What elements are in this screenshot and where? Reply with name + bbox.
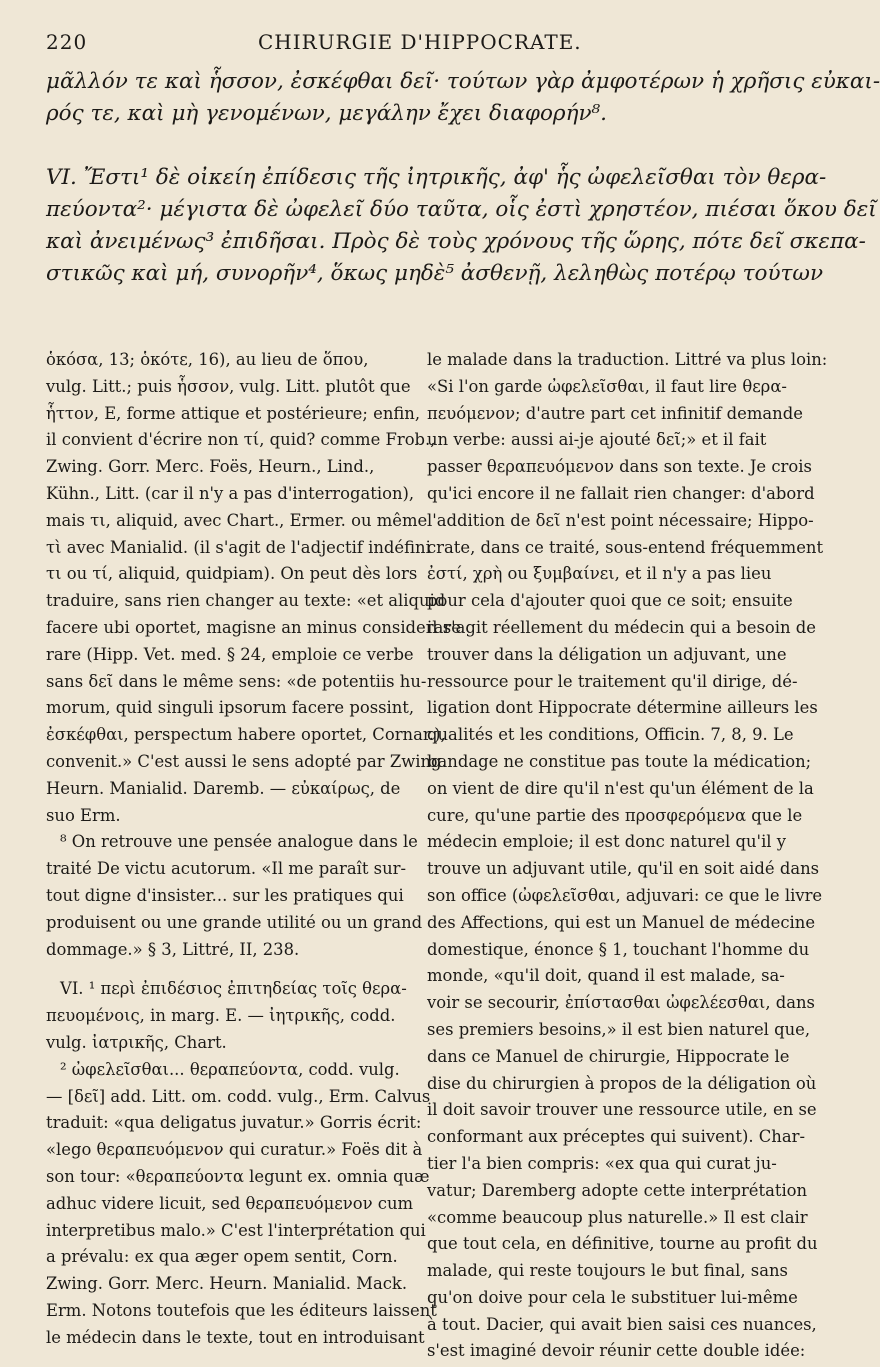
note-line: qualités et les conditions, Officin. 7, 8, 9. Le xyxy=(427,725,794,745)
note-line: malade, qui reste toujours le but final, sans xyxy=(427,1261,788,1281)
page-number: 220 xyxy=(46,30,88,54)
note-line: crate, dans ce traité, sous-entend fréquemment xyxy=(427,537,824,557)
note-line: traité De victu acutorum. «Il me paraît sur- xyxy=(46,859,406,879)
note-line: vatur; Daremberg adopte cette interprétation xyxy=(427,1180,808,1200)
note-line: morum, quid singuli ipsorum facere possint, xyxy=(46,698,415,718)
note-line: sans δεῖ dans le même sens: «de potentiis hu- xyxy=(46,671,427,691)
note-line: qu'on doive pour cela le substituer lui-même xyxy=(427,1287,798,1307)
main-line: ρός τε, καὶ μὴ γενομένων, μεγάλην ἔχει διαφορήν⁸. xyxy=(46,101,607,126)
note-line: tier l'a bien compris: «ex qua qui curat ju- xyxy=(427,1153,777,1173)
notes-left-column xyxy=(46,347,461,1351)
running-title: CHIRURGIE D'HIPPOCRATE. xyxy=(258,30,582,54)
note-line: il doit savoir trouver une ressource utile, en se xyxy=(427,1100,817,1120)
note-line: à tout. Dacier, qui avait bien saisi ces nuances, xyxy=(427,1314,817,1334)
note-line: qu'ici encore il ne fallait rien changer: d'abord xyxy=(427,483,815,503)
note-line: passer θεραπευόμενον dans son texte. Je crois xyxy=(427,457,812,477)
main-line: στικῶς καὶ μή, συνορῆν⁴, ὅκως μηδὲ⁵ ἀσθενῇ, λεληθὼς ποτέρῳ τούτων xyxy=(46,261,824,286)
note-line: tout digne d'insister... sur les pratiques qui xyxy=(46,885,404,905)
main-line: πεύοντα²· μέγιστα δὲ ὠφελεῖ δύο ταῦτα, οἷς ἐστὶ χρηστέον, πιέσαι ὅκου δεῖ xyxy=(46,197,877,222)
note-line: adhuc videre licuit, sed θεραπευόμενον cum xyxy=(46,1193,414,1213)
note-line: rare (Hipp. Vet. med. § 24, emploie ce verbe xyxy=(46,644,414,664)
note-line: il convient d'écrire non τί, quid? comme Frob., xyxy=(46,430,436,450)
note-line: ses premiers besoins,» il est bien naturel que, xyxy=(427,1019,811,1039)
note-line: «comme beaucoup plus naturelle.» Il est clair xyxy=(427,1207,808,1227)
footnote-8-line: ⁸ On retrouve une pensée analogue dans le xyxy=(60,832,418,852)
note-line: Zwing. Gorr. Merc. Foës, Heurn., Lind., xyxy=(46,457,375,477)
note-line: mais τι, aliquid, avec Chart., Ermer. ou même xyxy=(46,510,428,530)
note-line: produisent ou une grande utilité ou un grand xyxy=(46,912,423,932)
notes-right-column xyxy=(427,347,828,1365)
note-line: traduit: «qua deligatus juvatur.» Gorris écrit: xyxy=(46,1113,422,1133)
note-line: dans ce Manuel de chirurgie, Hippocrate le xyxy=(427,1046,790,1066)
note-gap xyxy=(46,963,396,976)
note-line: des Affections, qui est un Manuel de médecine xyxy=(427,912,816,932)
note-line: que tout cela, en définitive, tourne au profit du xyxy=(427,1234,818,1254)
note-line: monde, «qu'il doit, quand il est malade, sa- xyxy=(427,966,785,986)
note-line: τὶ avec Manialid. (il s'agit de l'adjectif indéfini xyxy=(46,537,431,557)
note-line: conformant aux préceptes qui suivent). Char- xyxy=(427,1127,806,1147)
note-line: un verbe: aussi ai-je ajouté δεῖ;» et il fait xyxy=(427,430,767,450)
page-header xyxy=(46,28,786,64)
note-line: trouve un adjuvant utile, qu'il en soit aidé dans xyxy=(427,859,820,879)
main-line: VI. Ἔστι¹ δὲ οἰκείη ἐπίδεσις τῆς ἰητρικῆς, ἀφ' ἧς ὠφελεῖσθαι τὸν θερα- xyxy=(46,165,827,190)
note-line: πευόμενον; d'autre part cet infinitif demande xyxy=(427,403,803,423)
note-line: ἐστί, χρὴ ou ξυμβαίνει, et il n'y a pas lieu xyxy=(427,564,772,584)
note-line: cure, qu'une partie des προσφερόμενα que le xyxy=(427,805,803,825)
note-line: — [δεῖ] add. Litt. om. codd. vulg., Erm. Calvus xyxy=(46,1086,431,1106)
note-line: πευομένοις, in marg. E. — ἰητρικῆς, codd. xyxy=(46,1006,396,1026)
note-line: Heurn. Manialid. Daremb. — εὐκαίρως, de xyxy=(46,778,401,798)
note-line: ὁκόσα, 13; ὁκότε, 16), au lieu de ὅπου, xyxy=(46,350,369,369)
note-line: médecin emploie; il est donc naturel qu'il y xyxy=(427,832,787,852)
note-line: facere ubi oportet, magisne an minus considerare xyxy=(46,617,461,637)
main-greek-text xyxy=(46,66,880,290)
note-line: Zwing. Gorr. Merc. Heurn. Manialid. Mack. xyxy=(46,1274,408,1294)
note-line: son tour: «θεραπεύοντα legunt ex. omnia quæ xyxy=(46,1166,430,1186)
note-line: a prévalu: ex qua æger opem sentit, Corn. xyxy=(46,1247,398,1267)
note-line: Kühn., Litt. (car il n'y a pas d'interrogation), xyxy=(46,483,415,503)
note-line: ligation dont Hippocrate détermine ailleurs les xyxy=(427,698,818,718)
note-line: dise du chirurgien à propos de la déligation où xyxy=(427,1073,817,1093)
note-line: «lego θεραπευόμενον qui curatur.» Foës dit à xyxy=(46,1140,423,1160)
note-line: suo Erm. xyxy=(46,805,121,825)
note-line: ressource pour le traitement qu'il dirige, dé- xyxy=(427,671,798,691)
main-line: καὶ ἀνειμένως³ ἐπιδῆσαι. Πρὸς δὲ τοὺς χρόνους τῆς ὥρης, πότε δεῖ σκεπα- xyxy=(46,229,866,254)
note-line: dommage.» § 3, Littré, II, 238. xyxy=(46,939,300,959)
note-line: pour cela d'ajouter quoi que ce soit; ensuite xyxy=(427,591,793,611)
note-line: «Si l'on garde ὠφελεῖσθαι, il faut lire θερα- xyxy=(427,376,787,396)
section-vi-note-line: VI. ¹ περὶ ἐπιδέσιος ἐπιτηδείας τοῖς θερα- xyxy=(60,979,407,999)
paragraph-gap xyxy=(46,130,786,162)
note-line: Erm. Notons toutefois que les éditeurs laissent xyxy=(46,1300,437,1320)
note-line: il s'agit réellement du médecin qui a besoin de xyxy=(427,617,816,637)
note-line: trouver dans la déligation un adjuvant, une xyxy=(427,644,787,664)
note-line: τι ou τί, aliquid, quidpiam). On peut dès lors xyxy=(46,564,418,584)
note-line: on vient de dire qu'il n'est qu'un élément de la xyxy=(427,778,814,798)
note-line: convenit.» C'est aussi le sens adopté par Zwing. xyxy=(46,751,447,771)
note-line: le malade dans la traduction. Littré va plus loin: xyxy=(427,350,828,369)
note-line: s'est imaginé devoir réunir cette double idée: xyxy=(427,1341,806,1361)
main-line: μᾶλλόν τε καὶ ἧσσον, ἐσκέφθαι δεῖ· τούτων γὰρ ἀμφοτέρων ἡ χρῆσις εὐκαι- xyxy=(46,69,880,94)
note-line: voir se secourir, ἐπίστασθαι ὠφελέεσθαι, dans xyxy=(427,993,815,1013)
note-line: ἧττον, E, forme attique et postérieure; enfin, xyxy=(46,403,421,423)
note-line: l'addition de δεῖ n'est point nécessaire; Hippo- xyxy=(427,510,814,530)
note-line: interpretibus malo.» C'est l'interprétation qui xyxy=(46,1220,426,1240)
note-line: domestique, énonce § 1, touchant l'homme du xyxy=(427,939,810,959)
note-line: vulg. Litt.; puis ἧσσον, vulg. Litt. plutôt que xyxy=(46,376,411,396)
note-line: le médecin dans le texte, tout en introduisant xyxy=(46,1327,425,1347)
note-line: son office (ὠφελεῖσθαι, adjuvari: ce que le livre xyxy=(427,885,823,905)
note-line: bandage ne constitue pas toute la médication; xyxy=(427,751,812,771)
note-line: traduire, sans rien changer au texte: «et aliquid xyxy=(46,591,446,611)
note-line: vulg. ἰατρικῆς, Chart. xyxy=(46,1032,227,1052)
note-line: ἐσκέφθαι, perspectum habere oportet, Cornar.), xyxy=(46,725,446,745)
footnote-2-line: ² ὠφελεῖσθαι... θεραπεύοντα, codd. vulg. xyxy=(60,1059,400,1079)
